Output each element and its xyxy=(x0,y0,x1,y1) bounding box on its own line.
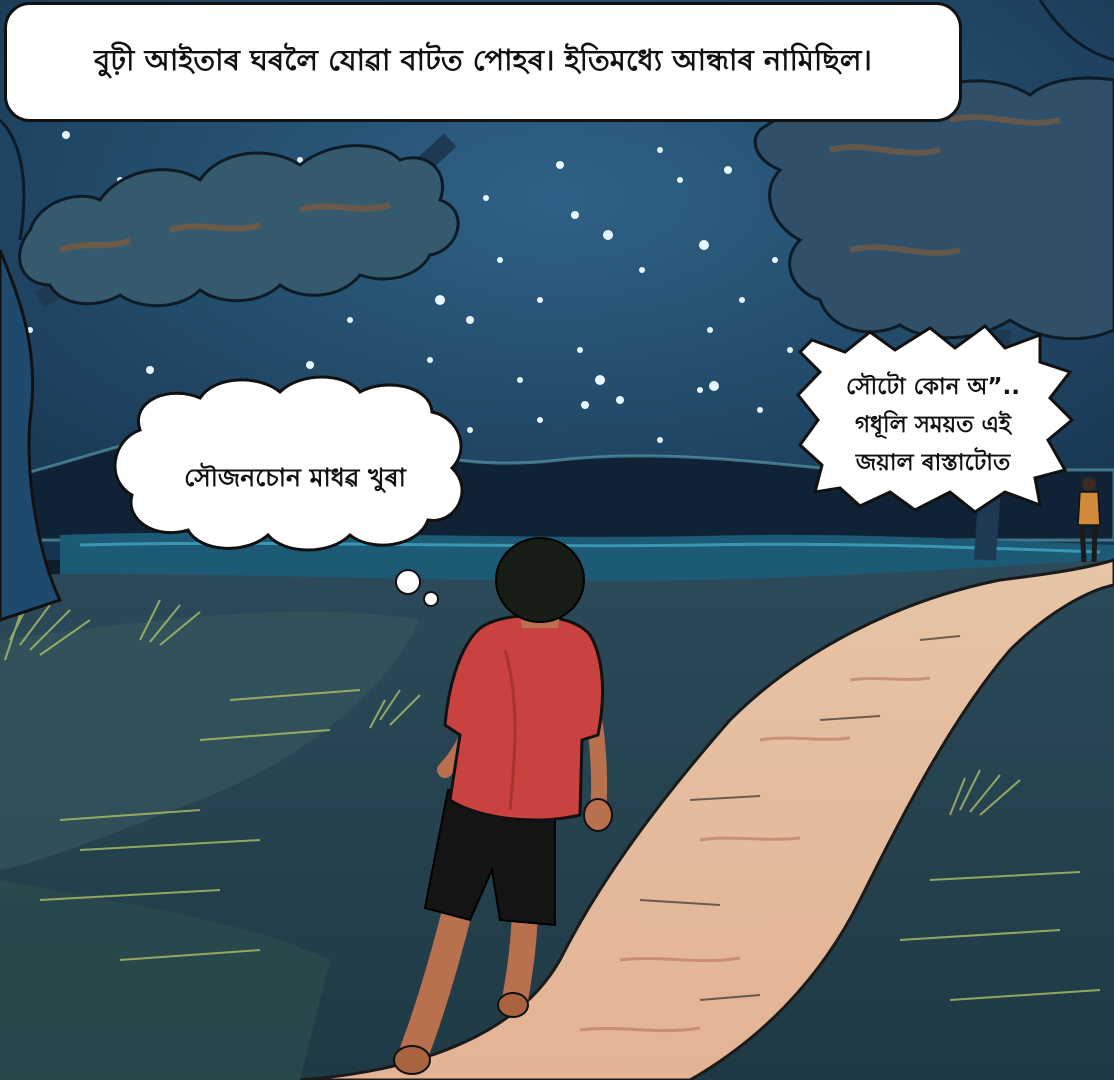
caption-text: বুঢ়ী আইতাৰ ঘৰলৈ যোৱা বাটত পোহৰ। ইতিমধ্যে আন্ধাৰ নামিছিল। xyxy=(94,42,872,77)
thought-bubble-text: সৌজনচোন মাধৱ খুৰা xyxy=(184,463,406,492)
boy-shirt xyxy=(445,616,603,820)
speech-line-3: জয়াল ৰাস্তাটোত xyxy=(855,450,1011,476)
caption-box xyxy=(4,2,962,122)
speech-line-2: গধূলি সময়ত এই xyxy=(855,412,1011,438)
speech-line-1: সৌটো কোন অ”.. xyxy=(846,374,1020,400)
speech-bubble-text xyxy=(808,368,1058,482)
